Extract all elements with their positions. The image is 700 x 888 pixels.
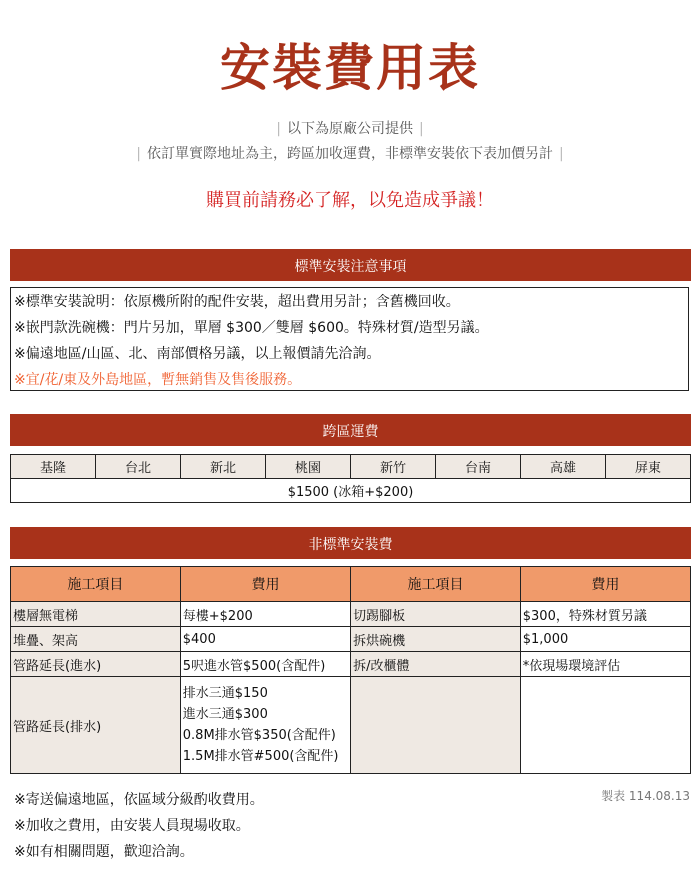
region-cell: 基隆 [11, 455, 96, 479]
footer-note: ※加收之費用，由安裝人員現場收取。 [14, 818, 250, 834]
fee-value: 5呎進水管$500(含配件) [180, 652, 350, 677]
subtitle-2: | 依訂單實際地址為主，跨區加收運費，非標準安裝依下表加價另計 | [136, 146, 564, 162]
column-header: 施工項目 [11, 567, 181, 602]
table-row [11, 677, 691, 774]
section-nonstandard-header: 非標準安裝費 [10, 527, 691, 559]
region-cell: 新北 [181, 455, 266, 479]
fee-value: 0.8M排水管$350(含配件) [182, 728, 336, 743]
warning: 購買前請務必了解，以免造成爭議！ [206, 190, 494, 211]
subtitle-text: 以下為原廠公司提供 [287, 121, 413, 137]
note: ※偏遠地區/山區、北、南部價格另議，以上報價請先洽詢。 [14, 346, 381, 362]
fee-item: 拆烘碗機 [351, 627, 521, 652]
standard-notes [10, 287, 689, 391]
page-title: 安裝費用表 [220, 39, 480, 97]
fee-value: $1,000 [520, 627, 690, 652]
table-row [11, 627, 691, 652]
fees-table [10, 566, 691, 774]
section-standard-header: 標準安裝注意事項 [10, 249, 691, 281]
shipping-fee: $1500 (冰箱+$200) [11, 479, 691, 503]
table-row [11, 602, 691, 627]
fee-item: 拆/改櫃體 [351, 652, 521, 677]
region-cell: 新竹 [351, 455, 436, 479]
fee-value: 排水三通$150 [182, 686, 268, 701]
shipping-table [10, 454, 691, 503]
region-cell: 桃園 [266, 455, 351, 479]
fee-item: 管路延長(進水) [11, 652, 181, 677]
fee-value: 進水三通$300 [182, 707, 268, 722]
footer-note: ※寄送偏遠地區，依區域分級酌收費用。 [14, 792, 264, 808]
subtitle-text: 依訂單實際地址為主，跨區加收運費，非標準安裝依下表加價另計 [147, 146, 553, 162]
subtitle-1: | 以下為原廠公司提供 | [276, 121, 424, 137]
section-shipping-header: 跨區運費 [10, 414, 691, 446]
fee-item: 管路延長(排水) [11, 677, 181, 774]
fee-value: 每樓+$200 [180, 602, 350, 627]
note-red: ※宜/花/東及外島地區，暫無銷售及售後服務。 [14, 372, 302, 388]
note: ※嵌門款洗碗機：門片另加，單層 $300／雙層 $600。特殊材質/造型另議。 [14, 320, 489, 336]
footer-note: ※如有相關問題，歡迎洽詢。 [14, 844, 194, 860]
region-cell: 屏東 [606, 455, 691, 479]
date: 製表 114.08.13 [601, 789, 690, 803]
fee-value: $300，特殊材質另議 [520, 602, 690, 627]
fee-value-list [180, 677, 350, 774]
fee-value: $400 [180, 627, 350, 652]
column-header: 施工項目 [351, 567, 521, 602]
fee-value: *依現場環境評估 [520, 652, 690, 677]
region-cell: 台南 [436, 455, 521, 479]
region-cell: 台北 [96, 455, 181, 479]
column-header: 費用 [180, 567, 350, 602]
empty-cell [351, 677, 521, 774]
fee-item: 樓層無電梯 [11, 602, 181, 627]
fee-value: 1.5M排水管#500(含配件) [182, 749, 339, 764]
empty-cell [520, 677, 690, 774]
column-header: 費用 [520, 567, 690, 602]
region-cell: 高雄 [521, 455, 606, 479]
table-row [11, 652, 691, 677]
fee-item: 切踢腳板 [351, 602, 521, 627]
fee-item: 堆疊、架高 [11, 627, 181, 652]
note: ※標準安裝說明：依原機所附的配件安裝，超出費用另計；含舊機回收。 [14, 294, 460, 310]
